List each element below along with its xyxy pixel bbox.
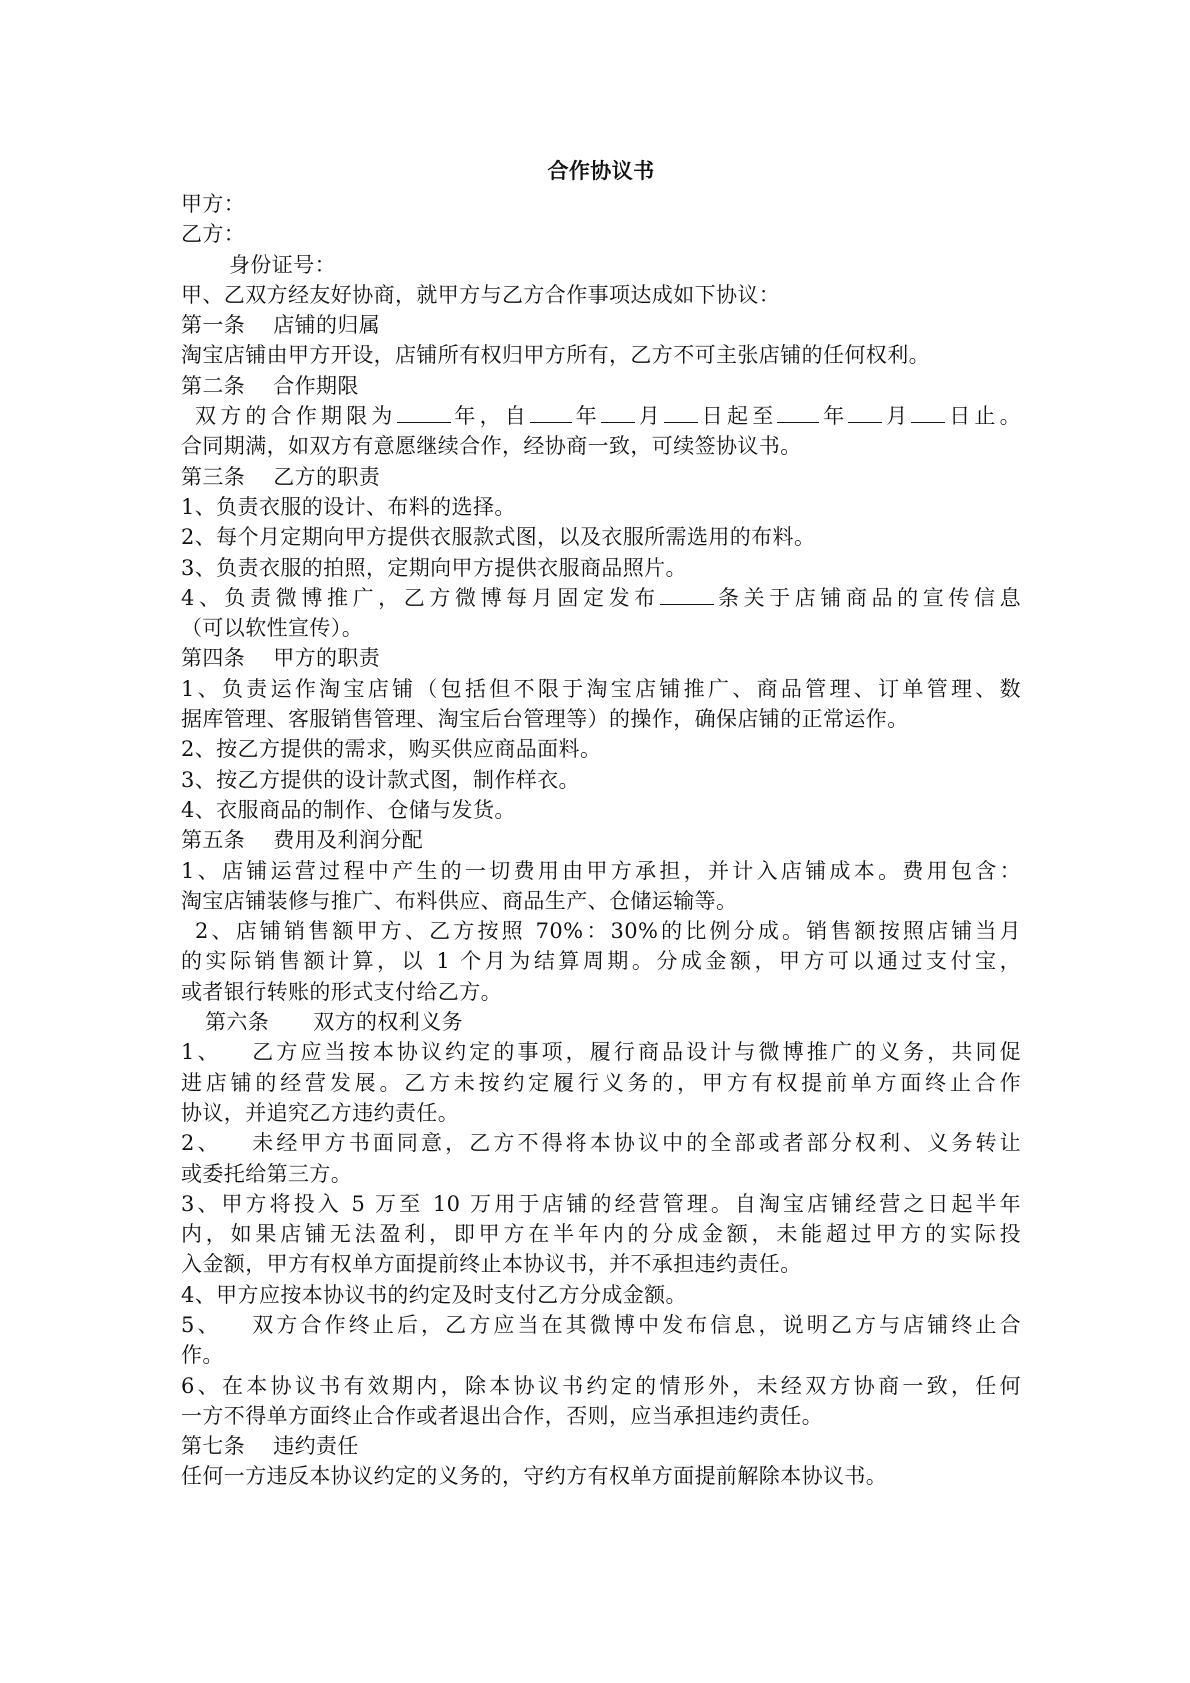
period-text: 年 xyxy=(819,404,849,429)
article-4-item-1 xyxy=(181,674,1021,735)
article-5-heading xyxy=(181,825,1021,855)
article-7-body: 任何一方违反本协议约定的义务的，守约方有权单方面提前解除本协议书。 xyxy=(181,1464,888,1489)
article-4-item-3: 3、按乙方提供的设计款式图，制作样衣。 xyxy=(181,767,580,792)
article-5-item-2 xyxy=(181,916,1021,1007)
article-4-item-2: 2、按乙方提供的需求，购买供应商品面料。 xyxy=(181,737,602,762)
article-6-item-3 xyxy=(181,1189,1021,1280)
article-6-title: 双方的权利义务 xyxy=(313,1010,464,1035)
weibo-count-blank xyxy=(660,585,714,605)
item-text: 1、负责运作淘宝店铺（包括但不限于淘宝店铺推广、商品管理、订单管理、数 xyxy=(181,676,1021,701)
item-text: （可以软性宣传）。 xyxy=(181,616,364,641)
item-text: 双方合作终止后，乙方应当在其微博中发布信息，说明乙方与店铺终止合 xyxy=(249,1312,1021,1337)
article-2-title: 合作期限 xyxy=(273,373,359,398)
article-3-heading xyxy=(181,462,1021,492)
article-2-period xyxy=(181,401,1021,431)
article-6-item-4: 4、甲方应按本协议书的约定及时支付乙方分成金额。 xyxy=(181,1282,687,1307)
item-text: 淘宝店铺装修与推广、布料供应、商品生产、仓储运输等。 xyxy=(181,888,738,913)
article-3-number: 第三条 xyxy=(181,464,246,489)
article-2-renewal: 合同期满，如双方有意愿继续合作，经协商一致，可续签协议书。 xyxy=(181,434,802,459)
item-text: 进店铺的经营发展。乙方未按约定履行义务的，甲方有权提前单方面终止合作 xyxy=(181,1070,1021,1095)
item-text: 2、店铺销售额甲方、乙方按照 70%：30%的比例分成。销售额按照店铺当月 xyxy=(195,919,1021,944)
item-number: 1、 xyxy=(181,1040,222,1065)
article-3-item-3: 3、负责衣服的拍照，定期向甲方提供衣服商品照片。 xyxy=(181,555,687,580)
article-6-item-2 xyxy=(181,1128,1021,1189)
item-text: 的实际销售额计算，以 1 个月为结算周期。分成金额，甲方可以通过支付宝， xyxy=(181,949,1021,974)
article-2-number: 第二条 xyxy=(181,373,246,398)
period-text: 月 xyxy=(635,404,664,429)
article-6-number: 第六条 xyxy=(205,1010,270,1035)
item-number: 2、 xyxy=(181,1131,222,1156)
article-3-item-2: 2、每个月定期向甲方提供衣服款式图，以及衣服所需选用的布料。 xyxy=(181,525,816,550)
period-text: 双方的合作期限为 xyxy=(195,404,397,429)
party-a-label: 甲方： xyxy=(181,192,246,216)
period-text: 日起至 xyxy=(698,404,778,429)
item-text: 或者银行转账的形式支付给乙方。 xyxy=(181,979,502,1004)
end-month-blank xyxy=(848,403,882,423)
intro-paragraph: 甲、乙双方经友好协商，就甲方与乙方合作事项达成如下协议： xyxy=(181,282,781,307)
period-text: 月 xyxy=(882,404,912,429)
item-text: 入金额，甲方有权单方面提前终止本协议书，并不承担违约责任。 xyxy=(181,1252,802,1277)
article-6-item-1 xyxy=(181,1037,1021,1128)
article-5-item-1 xyxy=(181,856,1021,917)
article-3-item-4 xyxy=(181,583,1021,644)
article-5-title: 费用及利润分配 xyxy=(273,828,424,853)
item-text: 3、甲方将投入 5 万至 10 万用于店铺的经营管理。自淘宝店铺经营之日起半年 xyxy=(181,1191,1021,1216)
article-3-title: 乙方的职责 xyxy=(273,464,381,489)
article-1-title: 店铺的归属 xyxy=(273,313,381,338)
article-2-heading xyxy=(181,371,1021,401)
id-number-label: 身份证号： xyxy=(229,252,336,277)
period-years-blank xyxy=(397,403,451,423)
item-text: 乙方应当按本协议约定的事项，履行商品设计与微博推广的义务，共同促 xyxy=(249,1040,1021,1065)
item-number: 5、 xyxy=(181,1312,222,1337)
period-text: 年，自 xyxy=(450,404,530,429)
article-4-heading xyxy=(181,643,1021,673)
party-b-label: 乙方： xyxy=(181,222,246,247)
item-text: 未经甲方书面同意，乙方不得将本协议中的全部或者部分权利、义务转让 xyxy=(249,1131,1021,1156)
article-4-number: 第四条 xyxy=(181,646,246,671)
item-text: 或委托给第三方。 xyxy=(181,1161,353,1186)
item-text: 据库管理、客服销售管理、淘宝后台管理等）的操作，确保店铺的正常运作。 xyxy=(181,707,909,732)
article-1-heading xyxy=(181,310,1021,340)
end-day-blank xyxy=(911,403,945,423)
article-6-item-5 xyxy=(181,1310,1021,1371)
item-text: 条关于店铺商品的宣传信息 xyxy=(713,585,1021,610)
article-4-title: 甲方的职责 xyxy=(273,646,381,671)
article-6-item-6 xyxy=(181,1371,1021,1432)
item-text: 内，如果店铺无法盈利，即甲方在半年内的分成金额，未能超过甲方的实际投 xyxy=(181,1222,1021,1247)
item-text: 4、负责微博推广，乙方微博每月固定发布 xyxy=(181,585,660,610)
start-day-blank xyxy=(664,403,698,423)
item-text: 协议，并追究乙方违约责任。 xyxy=(181,1100,460,1125)
item-text: 6、在本协议书有效期内，除本协议书约定的情形外，未经双方协商一致，任何 xyxy=(181,1373,1021,1398)
item-text: 1、店铺运营过程中产生的一切费用由甲方承担，并计入店铺成本。费用包含： xyxy=(181,858,1021,883)
document-body xyxy=(181,153,1021,1492)
item-text: 作。 xyxy=(181,1343,224,1368)
article-7-heading xyxy=(181,1431,1021,1461)
start-month-blank xyxy=(601,403,635,423)
document-title: 合作协议书 xyxy=(547,158,655,183)
start-year-blank xyxy=(530,403,572,423)
period-text: 日止。 xyxy=(945,404,1021,429)
item-text: 一方不得单方面终止合作或者退出合作，否则，应当承担违约责任。 xyxy=(181,1403,823,1428)
article-4-item-4: 4、衣服商品的制作、仓储与发货。 xyxy=(181,797,516,822)
article-5-number: 第五条 xyxy=(181,828,246,853)
article-6-heading xyxy=(181,1007,1021,1037)
article-1-body: 淘宝店铺由甲方开设，店铺所有权归甲方所有，乙方不可主张店铺的任何权利。 xyxy=(181,343,930,368)
article-7-number: 第七条 xyxy=(181,1434,246,1459)
article-1-number: 第一条 xyxy=(181,313,246,338)
end-year-blank xyxy=(777,403,819,423)
article-3-item-1: 1、负责衣服的设计、布料的选择。 xyxy=(181,494,516,519)
period-text: 年 xyxy=(572,404,601,429)
article-7-title: 违约责任 xyxy=(273,1434,359,1459)
